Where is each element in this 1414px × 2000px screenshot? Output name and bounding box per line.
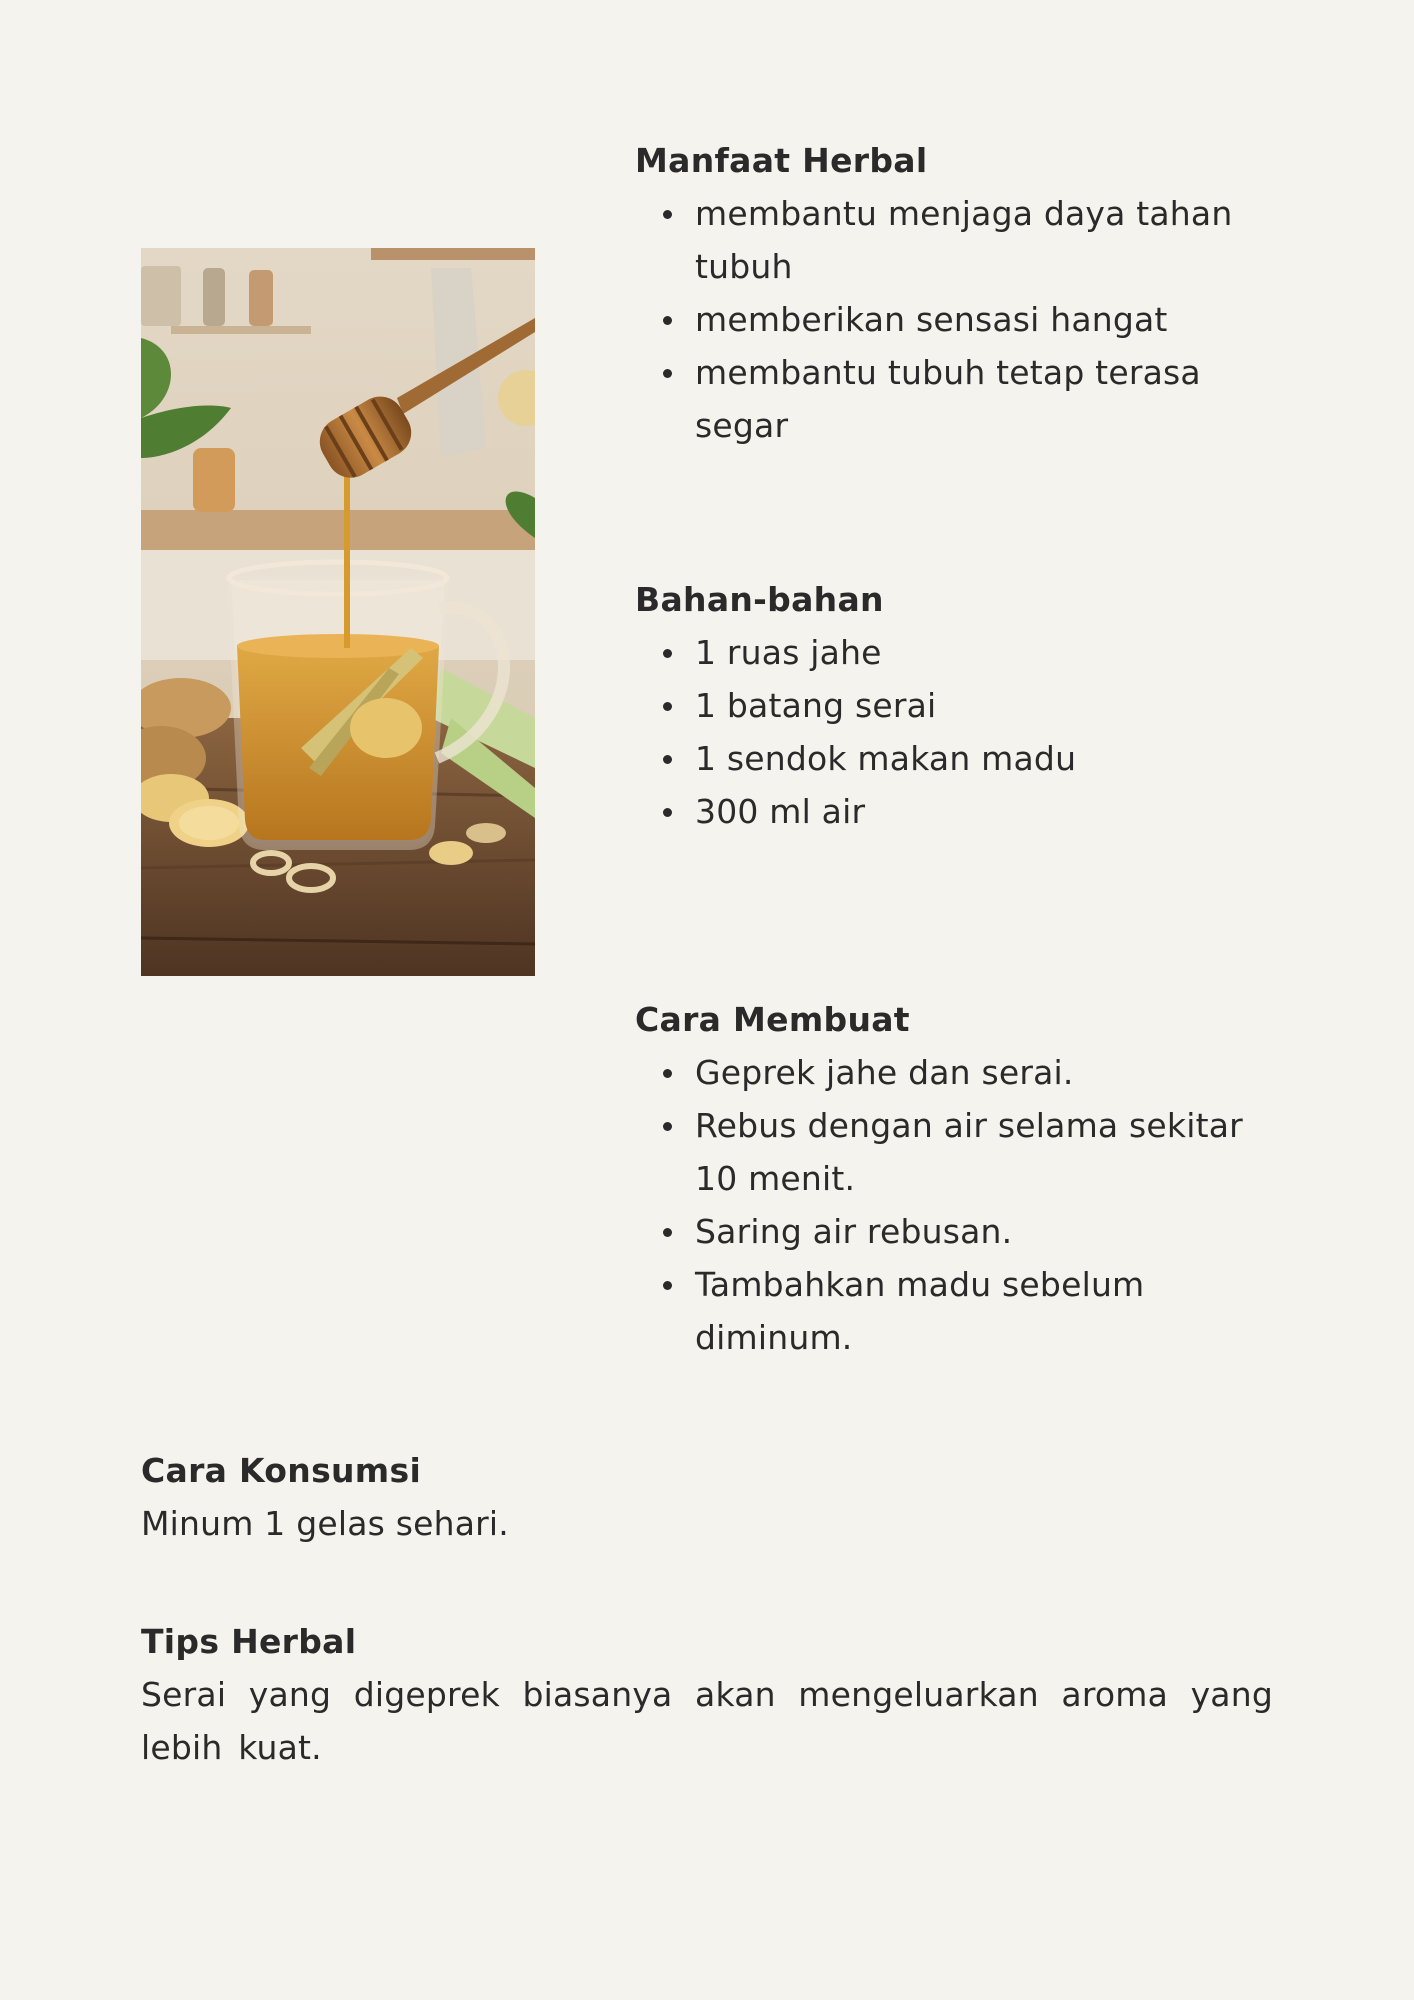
konsumsi-text: Minum 1 gelas sehari. (141, 1504, 509, 1543)
cara-membuat-heading: Cara Membuat (635, 1000, 910, 1039)
list-item: Rebus dengan air selama sekitar 10 menit. (635, 1099, 1285, 1205)
tips-text: Serai yang digeprek biasanya akan mengeluarkan aroma yang lebih kuat. (141, 1675, 1273, 1767)
list-item: Geprek jahe dan serai. (635, 1046, 1285, 1099)
list-item: memberikan sensasi hangat (635, 293, 1285, 346)
list-item: Saring air rebusan. (635, 1205, 1285, 1258)
list-item: Tambahkan madu sebelum diminum. (635, 1258, 1285, 1364)
konsumsi-section (141, 1444, 1273, 1550)
cara-membuat-list (635, 1046, 1285, 1364)
herbal-tea-photo (141, 248, 535, 976)
konsumsi-heading: Cara Konsumsi (141, 1451, 422, 1490)
bahan-list (635, 626, 1285, 838)
manfaat-list (635, 187, 1285, 452)
bahan-section (635, 573, 1285, 838)
list-item: 1 sendok makan madu (635, 732, 1285, 785)
list-item: membantu menjaga daya tahan tubuh (635, 187, 1285, 293)
manfaat-section (635, 134, 1285, 452)
list-item: 1 ruas jahe (635, 626, 1285, 679)
manfaat-heading: Manfaat Herbal (635, 141, 928, 180)
tea-illustration (141, 248, 535, 976)
tips-heading: Tips Herbal (141, 1622, 357, 1661)
list-item: membantu tubuh tetap terasa segar (635, 346, 1285, 452)
cara-membuat-section (635, 993, 1285, 1364)
tips-section (141, 1615, 1273, 1774)
bahan-heading: Bahan-bahan (635, 580, 884, 619)
list-item: 300 ml air (635, 785, 1285, 838)
list-item: 1 batang serai (635, 679, 1285, 732)
